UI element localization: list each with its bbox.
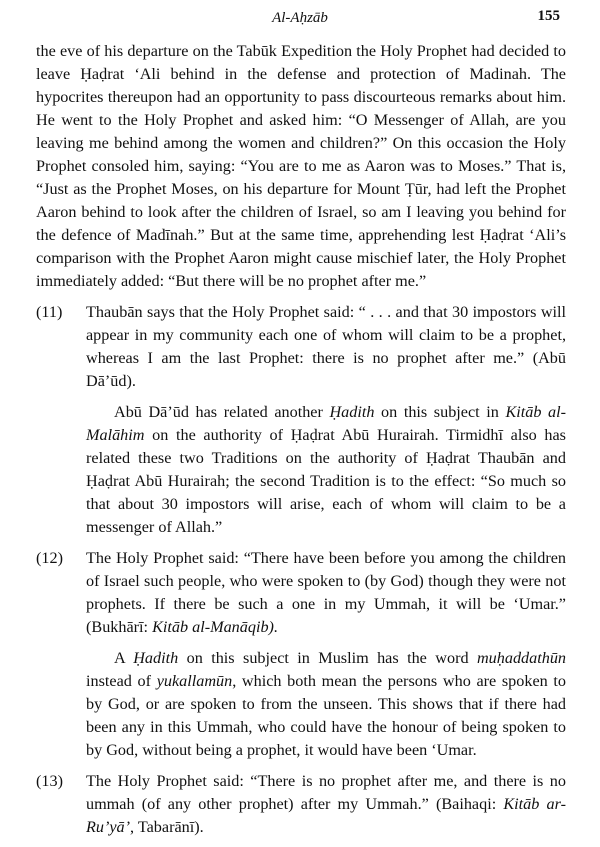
tradition-11 <box>36 301 566 393</box>
intro-paragraph: the eve of his departure on the Tabūk Expedition the Holy Prophet had decided to leave Ḥaḍrat ‘Ali behind in the defense and protection of Madinah. The hypocrites thereupon had an opportunity to pass discourteous remarks about him. He went to the Holy Prophet and asked him: “O Messenger of Allah, are you leaving me behind among the women and children?” On this occasion the Holy Prophet consoled him, saying: “You are to me as Aaron was to Moses.” That is, “Just as the Prophet Moses, on his departure for Mount Ṭūr, had left the Prophet Aaron behind to look after the children of Israel, so am I leaving you behind for the defence of Madīnah.” But at the same time, apprehending lest Ḥaḍrat ‘Ali’s comparison with the Prophet Aaron might cause mischief later, the Holy Prophet immediately added: “But there will be no prophet after me.” <box>36 42 566 290</box>
tradition-13 <box>36 770 566 839</box>
tradition-12-commentary: A Ḥadith on this subject in Muslim has the word muḥaddathūn instead of yukallamūn, which both mean the persons who are spoken to by God, or are spoken to from the unseen. This shows that if there had been any in this Ummah, who could have the honour of being spoken to by God, without being a prophet, it would have been ‘Umar. <box>86 649 567 759</box>
tradition-number: (11) <box>36 303 63 321</box>
page-content <box>36 40 566 847</box>
tradition-number: (12) <box>36 549 63 567</box>
page-number: 155 <box>537 8 560 24</box>
tradition-12 <box>36 547 566 639</box>
tradition-text: The Holy Prophet said: “There have been before you among the children of Israel such people, who were spoken to (by God) though they were not prophets. If there be such a one in my Ummah, it will be ‘Umar.” (Bukhārī: Kitāb al-Manāqib). <box>86 549 566 636</box>
tradition-11-commentary: Abū Dā’ūd has related another Ḥadith on this subject in Kitāb al-Malāhim on the authority of Ḥaḍrat Abū Hurairah. Tirmidhī also has related these two Traditions on the authority of Ḥaḍrat Thaubān and Ḥaḍrat Abū Hurairah; the second Tradition is to the effect: “So much so that about 30 impostors will arise, each of whom will claim to be a messenger of Allah.” <box>86 403 566 536</box>
running-header-title: Al-Aḥzāb <box>272 10 328 26</box>
tradition-text: The Holy Prophet said: “There is no prophet after me, and there is no ummah (of any other prophet) after my Ummah.” (Baihaqi: Kitāb ar-Ru’yā’, Tabarānī). <box>86 772 566 836</box>
tradition-number: (13) <box>36 772 63 790</box>
tradition-text: Thaubān says that the Holy Prophet said: “ . . . and that 30 impostors will appear in my community each one of whom will claim to be a prophet, whereas I am the last Prophet: there is no prophet after me.” (Abū Dā’ūd). <box>86 303 566 390</box>
